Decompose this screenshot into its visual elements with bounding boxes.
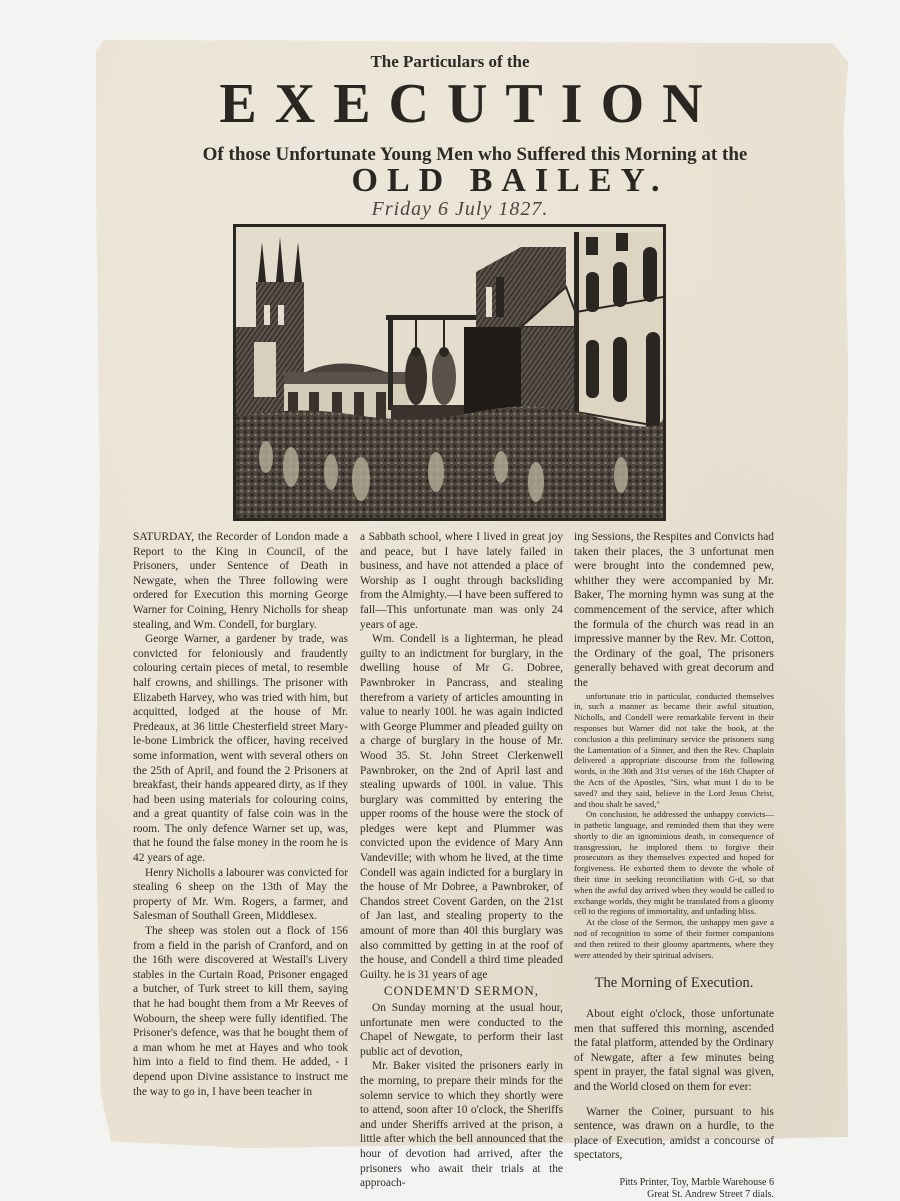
main-title: EXECUTION: [219, 73, 721, 135]
paragraph: Henry Nicholls a labourer was convicted for stealing 6 sheep on the 13th of May the property of Mr. Wm. Rogers, a farmer, and Salesman of Southall Green, Middlesex.: [133, 866, 348, 923]
paragraph: a Sabbath school, where I lived in great joy and peace, but I have lately failed in business, and have not attended a place of Worship as I ought through backsliding from the Almighty.—I have been suffered to fall—This unfortunate man was only 24 years of age.: [360, 531, 563, 631]
paragraph: Warner the Coiner, pursuant to his sentence, was drawn on a hurdle, to the place of Execution, amidst a concourse of spectators,: [574, 1105, 774, 1162]
handwritten-date: Friday 6 July 1827.: [371, 198, 549, 220]
paragraph: On Sunday morning at the usual hour, unfortunate men were conducted to the Chapel of Newgate, to perform their last public act of devotion,: [360, 1002, 563, 1058]
paragraph: ing Sessions, the Respites and Convicts had taken their places, the 3 unfortunat men were brought into the condemned pew, whither they were accompanied by Mr. Baker, The morning hymn was sung at the commencement of the service, after which the formula of the church was read in an impressive manner by the Rev. Mr. Cotton, the Ordinary of the goal, The prisoners generally behaved with great decorum and the: [574, 531, 774, 689]
woodcut-illustration: [233, 224, 666, 521]
imprint-line-2: Great St. Andrew Street 7 dials.: [647, 1188, 774, 1200]
paragraph: SATURDAY, the Recorder of London made a Report to the King in Council, of the Prisoners, under Sentence of Death in Newgate, when the Three following were ordered for Execution this morning George Warner for Coining, Henry Nicholls for sheap stealing, and Wm. Condell, for burglary.: [133, 531, 348, 631]
paragraph: The sheep was stolen out a flock of 156 from a field in the parish of Cranford, and on the 16th were discovered at Westall's Livery stables in the Curtain Road, Prisoner engaged a butcher, of Turk street to kill them, saying that he had bought them from a Mr Reeves of Wobourn, the sheep were fully identified. The Prisoner's defence, was that he bought them of a man whom he met at Hayes and who took him into a field to find them. He added, - I depend upon Divine assistance to instruct me the way to go in, I have been teacher in: [133, 925, 348, 1098]
subtitle: Of those Unfortunate Young Men who Suffered this Morning at the: [202, 144, 748, 165]
printer-imprint: [574, 1177, 774, 1201]
small-paragraph: At the close of the Sermon, the unhappy men gave a nod of recognition to some of their former companions and then retired to their gloomy apartments, where they were attended by their spiritual advisers.: [574, 917, 774, 960]
paragraph: George Warner, a gardener by trade, was convicted for feloniously and fraudently colouring certain pieces of metal, to resemble half crowns, and shillings. The prisoner with Elizabeth Harvey, who was tried with him, but acquitted, lodged at the house of Mr. Predeaux, at 36 little Chesterfield street Mary-le-bone Limbrick the officer, having received some information, went with several others on the 25th of April, and found the 2 Prisoners at breakfast, their hands appeared dirty, as if they had been using materials for colouring coins, and a great quantity of false coin was in the room. The only defence Warner set up, was, that he found the false money in the room he is 42 years of age.: [133, 633, 348, 865]
paragraph: Wm. Condell is a lighterman, he plead guilty to an indictment for burglary, in the dwelling house of Mr G. Dobree, Pawnbroker in Pancrass, and stealing therefrom a variety of articles amounting in value to nearly 100l. he was again indicted with George Plummer and pleaded guilty on a charge of burglary in the house of Mr. Wood 35. St. John Street Clerkenwell Pawnbroker, on the 2nd of April last and stealing upwards of 100l. in value. This burglary was committed by entering the upper rooms of the house were the stock of pledges were kept and Plummer was convicted upon the evidence of Mary Ann Vandeville; with whom he lived, at the time Condell was again indicted for a burglary in the house of Mr Dobree, a Pawnbroker, of Chandos street Covent Garden, on the 21st of Jan last, and stealing property to the amount of more than 40l this burglary was also committed by getting in at the roof of the house, and Condell a third time pleaded Guilty. he is 31 years of age: [360, 633, 563, 981]
paragraph: Mr. Baker visited the prisoners early in the morning, to prepare their minds for the solemn service to which they shortly were to attend, soon after 10 o'clock, the Sheriffs and under Sheriffs arrived at the prison, a little after which the bell announced that the hour of devotion had arrived, after the prisoners who await their trials at the approach-: [360, 1060, 563, 1190]
article-column-2: [360, 530, 563, 1191]
place-title: OLD BAILEY.: [351, 162, 669, 199]
imprint-line-1: Pitts Printer, Toy, Marble Warehouse 6: [619, 1176, 774, 1188]
small-paragraph: On conclusion, he addressed the unhappy convicts—in pathetic language, and reminded them that they were shortly to die an ignominious death, in consequence of transgression, he implored them to forgive their prosecutors as they themselves expected and hoped for forgiveness. He exhorted them to devote the whole of their time in seeking reconciliation with G-d, so that when the awful day arrived when they would be called to exchange worlds, they might be translated from a gloomy cell to the regions of immortality, and unfading bliss.: [574, 809, 774, 917]
small-paragraph: unfortunate trio in particular, conducted themselves in, such a manner as became their awful situation, Nicholls, and Condell were remarkable fervent in their responses but Warner did not take the book, at the conclusion a this preliminary service the prisoners sung the Lamentation of a Sinner, and then the Rev. Chaplain delivered a appropriate discourse from the following words, in the 30th and 31st verses of the 16th Chapter of the Acts of the Apostles, "Sirs, what must I do to be saved? and they said, believe in the Lord Jesus Christ, and thou shalt be saved,": [574, 690, 774, 809]
section-heading-condemned-sermon: CONDEMN'D SERMON,: [383, 983, 540, 999]
kicker-heading: The Particulars of the: [370, 52, 530, 71]
article-column-1: [133, 530, 348, 1099]
article-column-3: [574, 530, 774, 1201]
section-heading-morning-of-execution: The Morning of Execution.: [594, 975, 754, 992]
woodcut-gallows-scene-icon: [236, 227, 663, 518]
paragraph: About eight o'clock, those unfortunate men that suffered this morning, ascended the fatal platform, attended by the Ordinary of Newgate, after a few minutes being spent in prayer, the fatal signal was given, and the World closed on them for ever:: [574, 1008, 774, 1094]
